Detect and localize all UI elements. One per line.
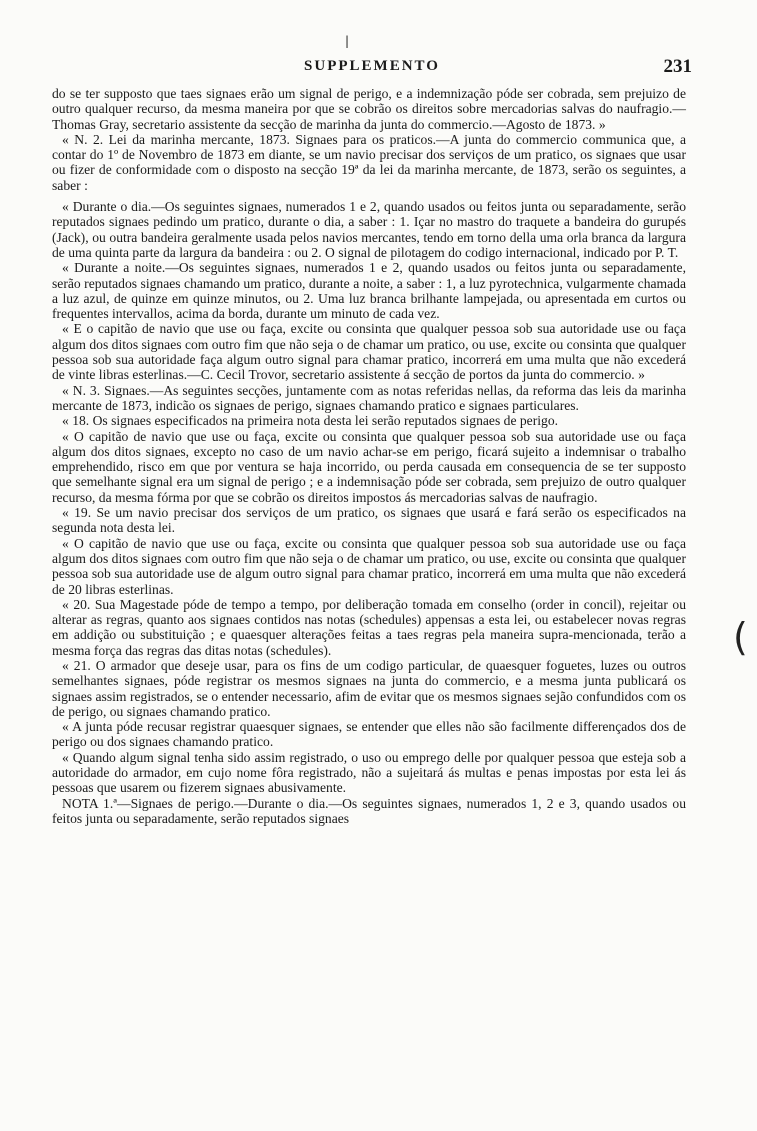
paragraph: « N. 2. Lei da marinha mercante, 1873. Signaes para os praticos.—A junta do commercio communica que, a contar do 1º de Novembro de 1873 em diante, se um navio precisar dos serviços de um pratico, os signaes que usar ou fizer de conformidade com o disposto na secção 19ª da lei da marinha mercante, de 1873, serão os seguintes, a saber :	[52, 131, 686, 193]
paragraph: « O capitão de navio que use ou faça, excite ou consinta que qualquer pessoa sob sua autoridade use ou faça algum dos ditos signaes com outro fim que não seja o de chamar um pratico, ou use, excite ou consinta que qualquer pessoa sob sua autoridade use de algum outro signal para chamar pratico, incorrerá em uma multa que não excederá de 20 libras esterlinas.	[52, 535, 686, 597]
margin-bracket-mark: (	[733, 615, 748, 659]
paragraph: « Durante a noite.—Os seguintes signaes, numerados 1 e 2, quando usados ou feitos junta ou separadamente, serão reputados signaes chamando um pratico, durante a noite, a saber : 1, a luz pyrotechnica, vulgarmente chamada a luz azul, de quinze em quinze minutos, ou 2. Uma luz branca brilhante lampejada, ou apresentada em curtos ou frequentes intervallos, acima da borda, durante um minuto de cada vez.	[52, 260, 686, 322]
paragraph: « 19. Se um navio precisar dos serviços de um pratico, os signaes que usará e fará serão os especificados na segunda nota desta lei.	[52, 505, 686, 536]
paragraph: « 21. O armador que deseje usar, para os fins de um codigo particular, de quaesquer foguetes, luzes ou outros semelhantes signaes, póde registrar os mesmos signaes na junta do commercio, e a mesma junta publicará os signaes assim registrados, se o entender necessario, afim de evitar que os mesmos signaes sejão confundidos com os de perigo, ou signaes chamando pratico.	[52, 657, 686, 719]
paragraph: « E o capitão de navio que use ou faça, excite ou consinta que qualquer pessoa sob sua autoridade use ou faça algum dos ditos signaes com outro fim que não seja o de chamar um pratico, ou use, excite ou consinta que qualquer pessoa sob sua autoridade faça algum outro signal para chamar pratico, incorrerá em uma multa que não excederá de vinte libras esterlinas.—C. Cecil Trovor, secretario assistente á secção de portos da junta do commercio. »	[52, 321, 686, 383]
paragraph: do se ter supposto que taes signaes erão um signal de perigo, e a indemnização póde ser cobrada, sem prejuizo de outro qualquer recurso, da mesma maneira por que se cobrão os direitos sobre mercadorias salvas do naufragio.—Thomas Gray, secretario assistente da secção de marinha da junta do commercio.—Agosto de 1873. »	[52, 86, 686, 132]
paragraph: « N. 3. Signaes.—As seguintes secções, juntamente com as notas referidas nellas, da reforma das leis da marinha mercante de 1873, indicão os signaes de perigo, signaes chamando pratico e signaes particulares.	[52, 382, 686, 413]
paragraph: NOTA 1.ª—Signaes de perigo.—Durante o dia.—Os seguintes signaes, numerados 1, 2 e 3, quando usados ou feitos junta ou separadamente, serão reputados signaes	[52, 795, 686, 826]
page-header	[52, 58, 692, 84]
paragraph: « Quando algum signal tenha sido assim registrado, o uso ou emprego delle por qualquer pessoa que esteja sob a autoridade do armador, em cujo nome fôra registrado, não a sujeitará ás multas e penas impostas por esta lei ás pessoas que usarem ou fizerem signaes abusivamente.	[52, 749, 686, 796]
paragraph: « 18. Os signaes especificados na primeira nota desta lei serão reputados signaes de perigo.	[62, 413, 559, 429]
paragraph: « Durante o dia.—Os seguintes signaes, numerados 1 e 2, quando usados ou feitos junta ou separadamente, serão reputados signaes pedindo um pratico, durante o dia, a saber : 1. Içar no mastro do traquete a bandeira do gurupés (Jack), ou outra bandeira geralmente usada pelos navios mercantes, tendo em torno della uma orla branca da largura de uma quinta parte da largura da bandeira : ou 2. O signal de pilotagem do codigo internacional, indicado por P. T.	[52, 199, 686, 260]
paragraph: « 20. Sua Magestade póde de tempo a tempo, por deliberação tomada em conselho (order in concil), rejeitar ou alterar as regras, quanto aos signaes contidos nas notas (schedules) appensas a esta lei, ou estabelecer novas regras em addição ou substituição ; e quaesquer alterações feitas a taes regras pela maneira supra-mencionada, terão a mesma força das regras das ditas notas (schedules).	[52, 596, 686, 658]
page-number: 231	[663, 56, 692, 77]
paragraph: « A junta póde recusar registrar quaesquer signaes, se entender que elles não são facilmente differençados dos de perigo ou dos signaes chamando pratico.	[52, 719, 686, 750]
running-title: SUPPLEMENTO	[304, 58, 440, 74]
paragraph: « O capitão de navio que use ou faça, excite ou consinta que qualquer pessoa sob sua autoridade use ou faça algum dos ditos signaes, excepto no caso de um navio achar-se em perigo, ficará sujeito a indemnisar o trabalho emprehendido, risco em que por ventura se haja incorrido, ou perda causada em consequencia de se ter supposto que semelhante signal era um signal de perigo ; e a indemnisação póde ser cobrada, sem prejuizo de outro qualquer recurso, da mesma fórma por que se cobrão os direitos impostos ás mercadorias salvas de naufragio.	[52, 428, 686, 505]
print-mark: |	[345, 34, 350, 48]
body-text	[52, 86, 686, 826]
